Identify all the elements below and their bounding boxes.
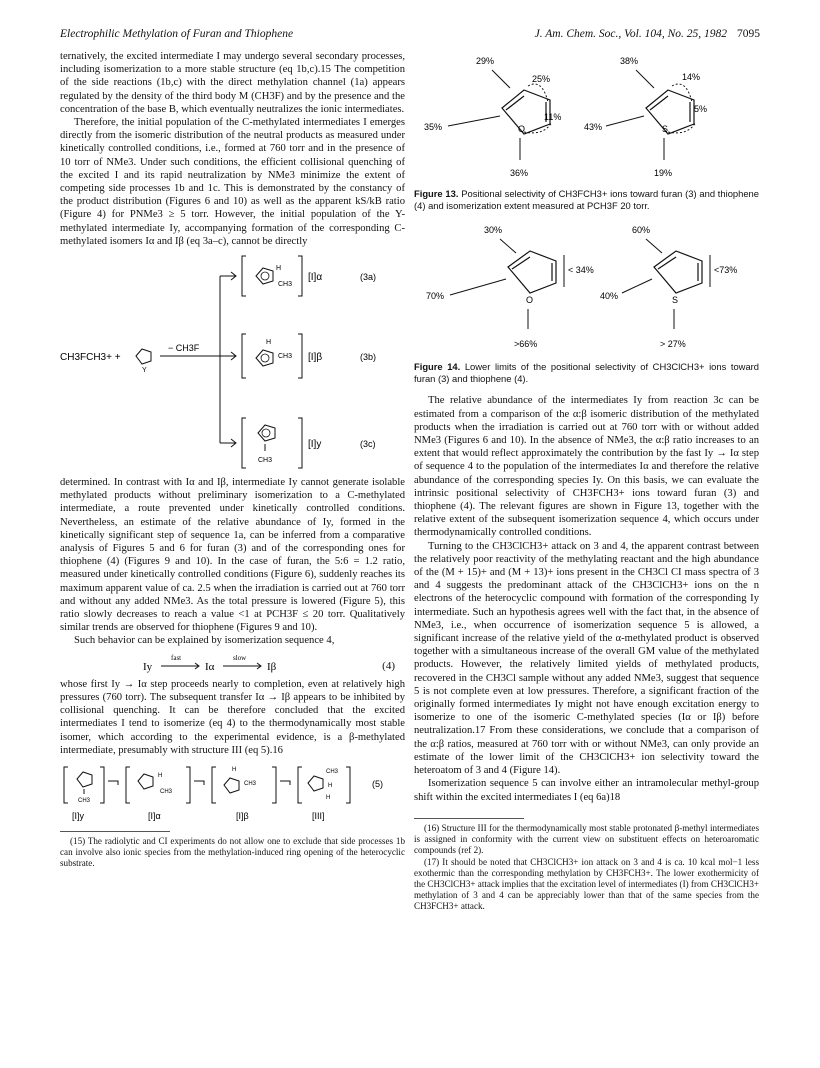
arrow: [492, 70, 510, 88]
h-label: H: [326, 794, 331, 801]
eq-number-3a: (3a): [360, 272, 377, 283]
bracket-a: [242, 256, 302, 296]
eq4-iy: Iy: [142, 660, 152, 673]
h-label: H: [266, 339, 272, 347]
footnote-15: (15) The radiolytic and CI experiments do not allow one to exclude that side processes 1b can involve also ionic species from the methylation-induced ring opening of the heterocyclic substrate.: [60, 835, 405, 868]
scheme5-arrow-3: [280, 781, 290, 785]
thiophene-ring-icon: [654, 251, 702, 293]
fig14-thio-ring: <73%: [714, 265, 738, 276]
footnotes-left: [60, 836, 405, 869]
furan-double-bonds: [512, 257, 552, 281]
scheme5-struct-1: [64, 767, 104, 804]
figure-13-drawing: [414, 50, 759, 180]
fig14-furan-ring: < 34%: [568, 265, 594, 276]
paragraph: determined. In contrast with Iα and Iβ, intermediate Iy cannot generate isolable methylated products without preliminary isomerization to a C-methylated intermediate, a route prevented under kinetically controlled conditions. Nevertheless, an estimate of the relative abundance of Iy, formed in the kinetically significant step of sequence 1a, can be inferred from a comparative analysis of Figures 5 and 6 for furan (3) and of the corresponding ones for thiophene (4) (Figures 9 and 10). In the case of furan, the 5:6 = 1.2 ratio, measured under kinetically controlled conditions (Figure 6), suddenly reaches its maximum apparent value of ca. 2.5 when the irradiation is carried out at 760 torr and without any added NMe3. As the total pressure is lowered (Figure 5), this ratio slowly decreases to reach a value <1 at PCH3F ≤ 20 torr. Qualitatively similar trends are observed for thiophene (Figures 9 and 10).: [60, 477, 405, 634]
scheme5-label-iy: [I]y: [72, 810, 85, 821]
arrow: [636, 70, 654, 88]
charge-c-icon: [262, 429, 270, 437]
eq-number-5: (5): [372, 778, 383, 789]
paragraph: whose first Iy → Iα step proceeds nearly to completion, even at relatively high pressures (760 torr). The subsequent transfer Iα → Iβ appears to be inhibited by collisional quenching. It can be therefore concluded that the excited intermediates I tend to isomerize (eq 4) to the thermodynamically most stable isomer, which according to the experimental evidence, is a β-methylated intermediate, presumably with structure III (eq 5).16: [60, 678, 405, 756]
ch3-label: CH3: [326, 768, 339, 775]
footnote-rule: [60, 831, 170, 832]
ch3-label: CH3: [160, 788, 173, 795]
scheme5-arrow-2: [194, 781, 204, 785]
scheme-5: [60, 761, 405, 823]
intermediate-beta-label: [I]β: [308, 352, 323, 364]
figure-13-caption-text: Positional selectivity of CH3FCH3+ ions toward furan (3) and thiophene (4) and isomerization extent measured at PCH3F 20 torr.: [414, 188, 759, 211]
fig14-furan-bottom: >66%: [514, 339, 538, 350]
fig14-furan-top-left: 30%: [484, 225, 503, 236]
intermediate-y-label: [I]y: [308, 439, 322, 451]
reactant-label: CH3FCH3+ +: [60, 352, 121, 364]
scheme5-struct-2: [126, 767, 190, 803]
fig13-furan-alpha: 25%: [532, 74, 551, 84]
scheme-5-drawing: [60, 761, 405, 823]
figure-13: [414, 50, 759, 211]
scheme5-label-iii: [III]: [312, 810, 325, 821]
arrow: [448, 116, 500, 126]
furan-ring-icon: [508, 251, 556, 293]
eq-number-3b: (3b): [360, 352, 377, 363]
fig14-thio-left: 40%: [600, 291, 619, 302]
fig14-thio-top-left: 60%: [632, 225, 651, 236]
fig13-furan-bottom: 36%: [510, 168, 529, 178]
page-number: 7095: [737, 28, 760, 40]
fig14-thio-bottom: > 27%: [660, 339, 686, 350]
fig13-thio-alpha: 14%: [682, 72, 701, 82]
running-head-right: [535, 28, 760, 40]
ring-c-icon: [258, 425, 275, 441]
scheme-3-drawing: [60, 248, 405, 476]
footnote-rule: [414, 818, 524, 819]
arrow: [500, 239, 516, 253]
ch3-label: CH3: [278, 281, 293, 289]
scheme5-struct-4: [298, 767, 350, 803]
right-column: [414, 50, 759, 913]
thiophene-sulfur: S: [662, 124, 669, 134]
arrow: [622, 279, 652, 293]
eq4-fast: fast: [170, 653, 181, 662]
figure-14-drawing: [414, 221, 759, 353]
dashed-arrow: [524, 122, 552, 133]
equation-4-drawing: [133, 650, 333, 676]
scheme5-struct-3: [212, 767, 276, 803]
furan-diagram: [426, 225, 594, 349]
ch3-label: CH3: [258, 457, 273, 465]
figure-13-label: Figure 13.: [414, 188, 459, 200]
arrow: [646, 239, 662, 253]
arrow: [450, 279, 506, 295]
footnotes-right: [414, 823, 759, 912]
figure-14-caption-text: Lower limits of the positional selectivity of CH3ClCH3+ ions toward furan (3) and thiophene (4).: [414, 361, 759, 384]
fig13-furan-beta: 11%: [544, 112, 562, 122]
figure-14-label: Figure 14.: [414, 361, 461, 373]
ch3-label: CH3: [278, 353, 293, 361]
fig13-furan-top-left: 29%: [476, 56, 495, 66]
figure-14: [414, 221, 759, 384]
ring-a-icon: [256, 268, 273, 284]
paragraph: Isomerization sequence 5 can involve either an intramolecular methyl-group shift within the excited intermediates I (eq 6a)18: [414, 778, 759, 803]
thiophene-sulfur: S: [672, 295, 679, 306]
arrow-c: [220, 439, 236, 447]
furan-ring-icon: [136, 349, 151, 364]
thiophene-ring-icon: [646, 90, 694, 134]
paragraph: Such behavior can be explained by isomerization sequence 4,: [74, 635, 335, 647]
h-label: H: [232, 766, 237, 773]
h-label: H: [158, 772, 163, 779]
equation-4: [60, 650, 405, 676]
scheme5-label-ia: [I]α: [148, 810, 161, 821]
journal-citation: J. Am. Chem. Soc., Vol. 104, No. 25, 1982: [534, 28, 727, 40]
left-column: [60, 50, 405, 870]
fig13-thio-bottom: 19%: [654, 168, 673, 178]
figure-14-caption: [414, 361, 759, 384]
bracket-b: [242, 334, 302, 378]
scheme-3: [60, 248, 405, 476]
scheme5-arrow-1: [108, 781, 118, 785]
eq4-ib: Iβ: [266, 660, 276, 673]
charge-b-icon: [261, 354, 269, 362]
fig13-thio-left: 43%: [584, 122, 603, 132]
furan-oxygen: O: [526, 295, 534, 306]
charge-a-icon: [261, 272, 269, 280]
scheme5-label-ib: [I]β: [236, 810, 249, 821]
thiophene-diagram: [584, 56, 707, 178]
fig13-thio-top-left: 38%: [620, 56, 639, 66]
fig13-furan-left: 35%: [424, 122, 443, 132]
loss-label: − CH3F: [168, 343, 200, 354]
eq4-ia: Iα: [204, 660, 214, 673]
paragraph: ternatively, the excited intermediate I may undergo several secondary processes, including isomerization to a more stable structure (eq 1b,c).15 The competition of the side reactions (1b,c) with the direct methylation channel (1a) appears regulated by the density of the third body M (CH3F) and by the presence and the concentration of the base B, which eventually neutralizes the ionic intermediates.: [60, 51, 405, 115]
furan-ring-icon: [502, 90, 550, 134]
heteroatom-label: Y: [142, 367, 147, 375]
arrow-a: [220, 272, 236, 280]
ring-b-icon: [256, 350, 273, 366]
arrow-b: [220, 352, 236, 360]
footnote-17: (17) It should be noted that CH3ClCH3+ ion attack on 3 and 4 is ca. 10 kcal mol−1 less exothermic than the corresponding methylation by CH3FCH3+. The lower exothermicity of the CH3ClCH3+ attack implies that the excitation level of intermediates (I) from CH3ClCH3+ methylation of 3 and 4 can be appreciably lower than that of the same species from the CH3FCH3+ attack.: [414, 856, 759, 911]
h-label: H: [276, 265, 282, 273]
intermediate-alpha-label: [I]α: [308, 272, 323, 284]
paragraph: Turning to the CH3ClCH3+ attack on 3 and 4, the apparent contrast between the relatively poor reactivity of the methylating reactant and the high abundance of the (M + 15)+ and (M + 13)+ ions present in the CH3Cl CI mass spectra of 3 and 4 suggests the predominant attack of the CH3ClCH3+ ions on the n electrons of the heterocyclic compound with formation of the corresponding Iy intermediate. Such an hypothesis agrees well with the fact that, in the absence of NMe3, i.e., when occurrence of isomerization sequence 5 is allowed, a significant increase of the relative yield of the α-methylated product is observed together with a simultaneous increase of the overall GM value of the methylated products. However, the relatively limited yields of methylated products, recovered in the CH3Cl sample without any added NMe3, suggest that sequence 5 is not complete even at low pressures. Therefore, a significant fraction of the originally formed intermediates Iy might not have enough excitation energy to isomerize to one of the isomeric C-methylated species (Iα or Iβ) before neutralization.17 From these considerations, we conclude that a comparison of the α:β ratios, measured at 760 torr with or without NMe3, can only provide an estimate of the lower limit of the CH3ClCH3+ ion selectivity toward the heteroatom of 3 and 4 (Figure 14).: [414, 540, 759, 777]
ch3-label: CH3: [244, 780, 257, 787]
fig14-furan-left: 70%: [426, 291, 445, 302]
eq-number-4: (4): [382, 659, 395, 672]
figure-13-caption: [414, 188, 759, 211]
dashed-arrow: [668, 122, 696, 133]
furan-diagram: [424, 56, 561, 178]
arrow: [606, 116, 644, 126]
ch3-label: CH3: [78, 797, 91, 804]
paragraph: Therefore, the initial population of the C-methylated intermediates I emerges directly from the isomeric distribution of the neutral products as measured under kinetically controlled conditions, i.e., formed at 760 torr and in the presence of 10 torr of NMe3. Under such conditions, the efficient collisional quenching of the excited I and its rapid neutralization by NMe3 minimize the extent of competing side processes 1b and 1c. This is demonstrated by the constancy of the product distribution (Figures 6 and 10) as well as the apparent kS/kB ratio (Figure 4) for PNMe3 ≥ 5 torr. However, the initial population of the Y-methylated intermediate Iy, accompanying formation of the corresponding C-methylated isomers Iα and Iβ (eq 3a–c), cannot be directly: [60, 117, 405, 247]
thiophene-diagram: [600, 225, 737, 349]
thiophene-double-bonds: [658, 257, 698, 281]
eq4-slow: slow: [232, 653, 246, 662]
h-label: H: [328, 782, 333, 789]
running-head-left: Electrophilic Methylation of Furan and Thiophene: [60, 28, 294, 40]
fig13-thio-beta: 5%: [694, 104, 708, 114]
footnote-16: (16) Structure III for the thermodynamically most stable protonated β-methyl intermediates is assigned in conformity with the current view on substituent effects on heteroaromatic compounds (ref 2).: [414, 822, 759, 855]
eq-number-3c: (3c): [360, 439, 376, 450]
paragraph: The relative abundance of the intermediates Iy from reaction 3c can be estimated from a comparison of the α:β isomeric distribution of the methylated products when the irradiation is carried out at 760 torr with or without added NMe3 (Figures 6 and 10). In the absence of NMe3, the α:β ratio increases to an extent that would reflect approximately the contribution by the fast Iy → Iα step of sequence 4 to the population of the intermediates Iα and therefore the relative abundance of the corresponding species Iy. On this basis, we can evaluate the intrinsic positional selectivity of CH3FCH3+ ions toward furan (3) and thiophene (4). The relevant figures are shown in Figure 13, together with the relative extent of the subsequent isomerization sequence 4, which occurs under thermodynamically controlled conditions.: [414, 395, 759, 539]
furan-oxygen: O: [518, 124, 526, 134]
